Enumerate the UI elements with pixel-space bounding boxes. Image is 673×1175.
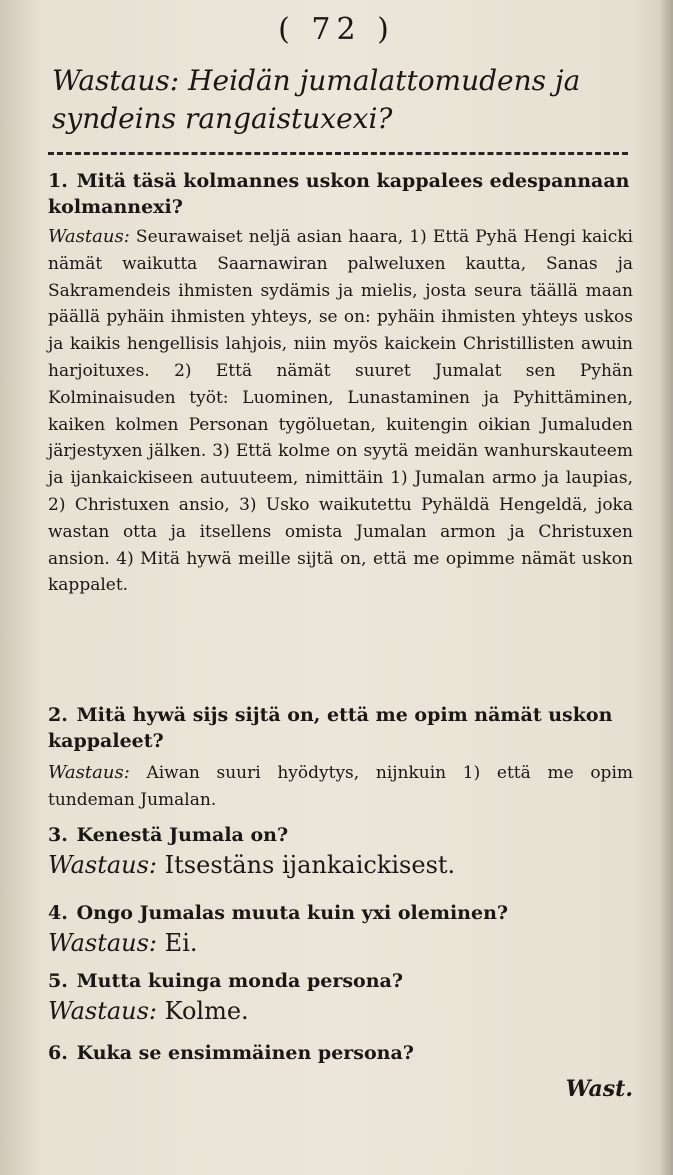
answer-body: Itsestäns ijankaickisest. xyxy=(164,851,456,879)
question-text: 5. Mutta kuinga monda persona? xyxy=(48,970,403,992)
question-4 xyxy=(48,900,633,960)
answer-text xyxy=(48,926,633,960)
answer-text xyxy=(48,224,633,599)
answer-label: Wastaus: xyxy=(48,997,158,1025)
page-number: ( 72 ) xyxy=(278,12,395,47)
answer-body: Kolme. xyxy=(164,997,249,1025)
question-1 xyxy=(48,168,633,599)
question-text: 1. Mitä täsä kolmannes uskon kappalees edespannaan kolmannexi? xyxy=(48,170,630,218)
question-2 xyxy=(48,702,633,814)
answer-text xyxy=(48,994,633,1028)
question-5 xyxy=(48,968,633,1028)
page-fold-shadow xyxy=(659,0,673,1175)
question-text: 6. Kuka se ensimmäinen persona? xyxy=(48,1042,414,1064)
answer-body: Seurawaiset neljä asian haara, 1) Että Pyhä Hengi kaicki nämät waikutta Saarnawiran palweluxen kautta, Sanas ja Sakramendeis ihmisten sydämis ja mielis, josta seura täällä maan päällä pyhäin ihmisten yhteys, se on: pyhäin ihmisten yhteys uskos ja kaikis hengellisis lahjois, niin myös kaickein Christillisten awuin harjoituxes. 2) Että nämät suuret Jumalat sen Pyhän Kolminaisuden työt: Luominen, Lunastaminen ja Pyhittäminen, kaiken kolmen Personan tygöluetan, kuitengin oikian Jumaluden järjestyxen jälken. 3) Että kolme on syytä meidän wanhurskauteem ja ijankaickiseen autuuteem, nimittäin 1) Jumalan armo ja laupias, 2) Christuxen ansio, 3) Usko waikutettu Pyhäldä Hengeldä, joka wastan otta ja itsellens omista Jumalan armon ja Christuxen ansion. 4) Mitä hywä meille sijtä on, että me opimme nämät uskon kappalet. xyxy=(48,227,633,596)
question-text: 3. Kenestä Jumala on? xyxy=(48,824,289,846)
catchword: Wast. xyxy=(565,1076,633,1102)
answer-label: Wastaus: xyxy=(48,762,130,783)
separator-rule xyxy=(48,152,628,155)
question-6 xyxy=(48,1040,633,1066)
answer-label: Wastaus: xyxy=(48,851,158,879)
answer-label: Wastaus: xyxy=(48,226,130,247)
question-text: 4. Ongo Jumalas muuta kuin yxi oleminen? xyxy=(48,902,509,924)
answer-label: Wastaus: xyxy=(48,929,158,957)
answer-body: Ei. xyxy=(164,929,198,957)
answer-body: Aiwan suuri hyödytys, nijnkuin 1) että me opim tundeman Jumalan. xyxy=(48,763,633,810)
heading-question-end: Wastaus: Heidän jumalattomudens ja syndeins rangaistuxexi? xyxy=(52,64,581,135)
answer-text xyxy=(48,848,633,882)
answer-text xyxy=(48,760,633,814)
question-3 xyxy=(48,822,633,882)
question-text: 2. Mitä hywä sijs sijtä on, että me opim nämät uskon kappaleet? xyxy=(48,704,613,752)
